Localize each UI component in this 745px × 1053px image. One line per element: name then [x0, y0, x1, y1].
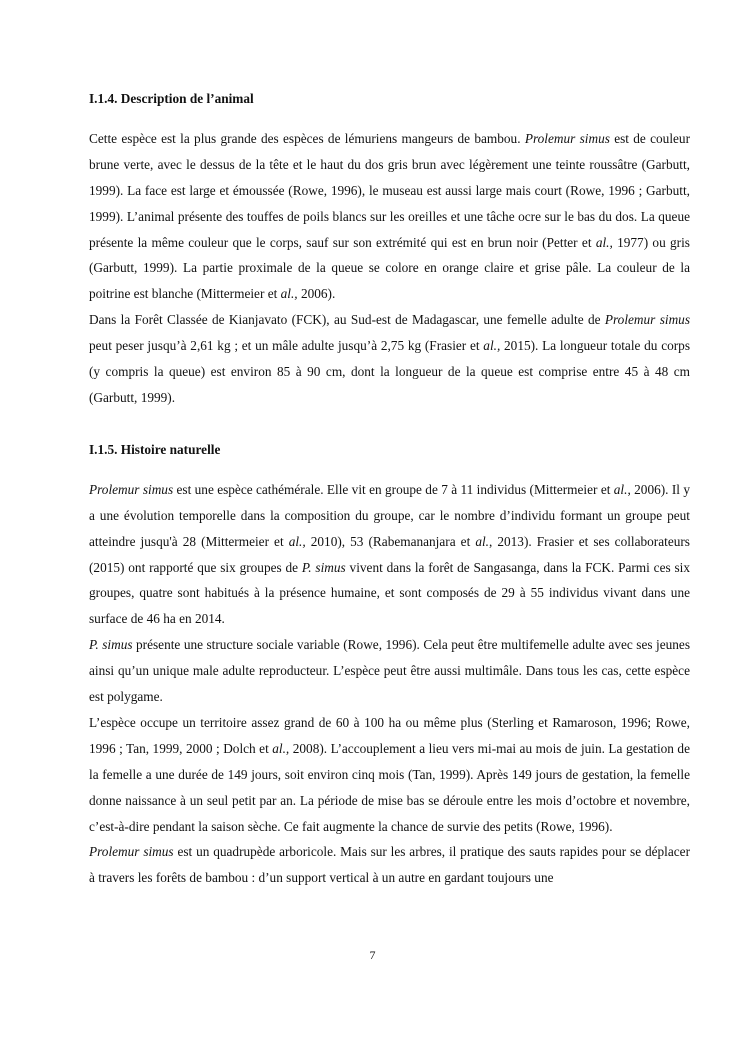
section-heading-description: I.1.4. Description de l’animal	[89, 91, 254, 106]
paragraph-natural-history-4: Prolemur simus est un quadrupède arboricole. Mais sur les arbres, il pratique des sauts rapides pour se déplacer à travers les forêts de bambou : d’un support vertical à un autre en gardant toujours une	[89, 844, 691, 886]
document-page	[89, 86, 690, 891]
paragraph-natural-history-3: L’espèce occupe un territoire assez grand de 60 à 100 ha ou même plus (Sterling et Ramaroson, 1996; Rowe, 1996 ; Tan, 1999, 2000 ; Dolch et al., 2008). L’accouplement a lieu vers mi-mai au mois de juin. La gestation de la femelle a une durée de 149 jours, soit environ cinq mois (Tan, 1999). Après 149 jours de gestation, la femelle donne naissance à un seul petit par an. La période de mise bas se déroule entre les mois d’octobre et novembre, c’est-à-dire pendant la saison sèche. Ce fait augmente la chance de survie des petits (Rowe, 1996).	[89, 714, 690, 834]
page-number: 7	[369, 948, 376, 962]
paragraph-description-1: Cette espèce est la plus grande des espèces de lémuriens mangeurs de bambou. Prolemur simus est de couleur brune verte, avec le dessus de la tête et le haut du dos gris brun avec légèrement une teinte roussâtre (Garbutt, 1999). La face est large et émoussée (Rowe, 1996), le museau est aussi large mais court (Rowe, 1996 ; Garbutt, 1999). L’animal présente des touffes de poils blancs sur les oreilles et une tâche ocre sur le bas du dos. La queue présente la même couleur que le corps, sauf sur son extrémité qui est en brun noir (Petter et al., 1977) ou gris (Garbutt, 1999). La partie proximale de la queue se colore en orange claire et grise pâle. La couleur de la poitrine est blanche (Mittermeier et al., 2006).	[89, 130, 690, 302]
paragraph-natural-history-1: Prolemur simus est une espèce cathémérale. Elle vit en groupe de 7 à 11 individus (Mittermeier et al., 2006). Il y a une évolution temporelle dans la composition du groupe, car le nombre d’individu formant un groupe peut atteindre jusqu'à 28 (Mittermeier et al., 2010), 53 (Rabemananjara et al., 2013). Frasier et ses collaborateurs (2015) ont rapporté que six groupes de P. simus vivent dans la forêt de Sangasanga, dans la FCK. Parmi ces six groupes, quatre sont habitués à la présence humaine, et sont composés de 29 à 55 individus vivant dans une surface de 46 ha en 2014.	[89, 481, 690, 627]
paragraph-description-2: Dans la Forêt Classée de Kianjavato (FCK), au Sud-est de Madagascar, une femelle adulte de Prolemur simus peut peser jusqu’à 2,61 kg ; et un mâle adulte jusqu’à 2,75 kg (Frasier et al., 2015). La longueur totale du corps (y compris la queue) est environ 85 à 90 cm, dont la longueur de la queue est comprise entre 45 à 48 cm (Garbutt, 1999).	[89, 312, 690, 405]
section-heading-natural-history: I.1.5. Histoire naturelle	[89, 441, 221, 457]
paragraph-natural-history-2: P. simus présente une structure sociale variable (Rowe, 1996). Cela peut être multifemelle adulte avec ses jeunes ainsi qu’un unique male adulte reproducteur. L’espèce peut être aussi multimâle. Dans tous les cas, cette espèce est polygame.	[89, 637, 690, 705]
